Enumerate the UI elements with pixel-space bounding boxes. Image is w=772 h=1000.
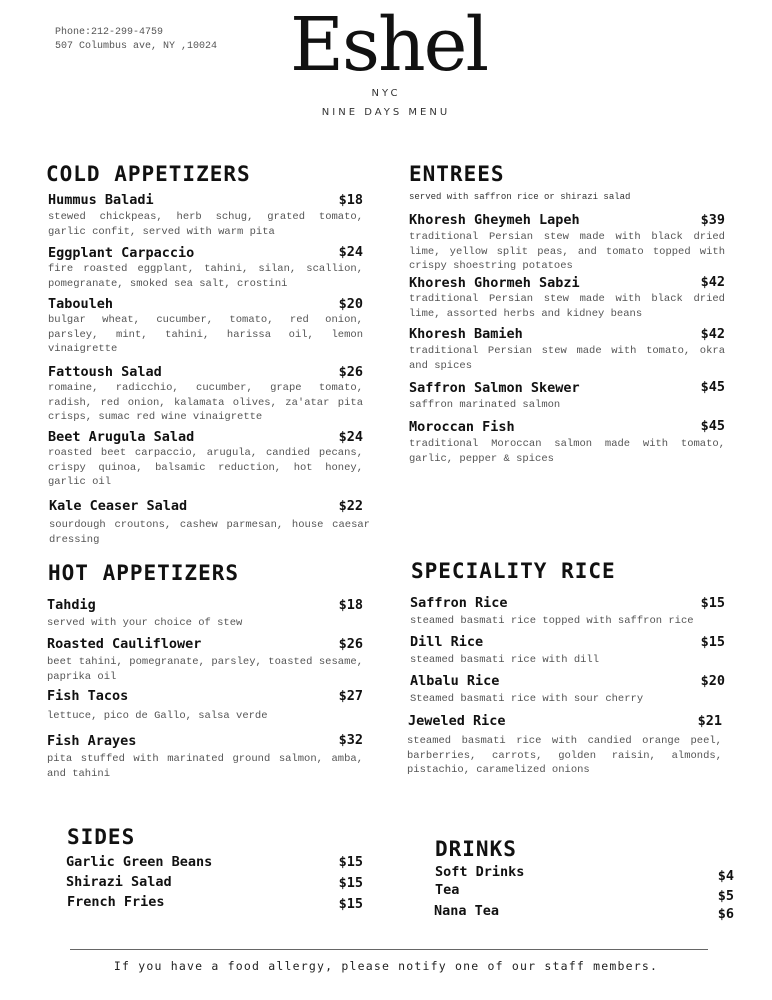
footer-divider bbox=[70, 949, 708, 950]
item-name: Fish Arayes bbox=[47, 733, 137, 749]
item-price: $24 bbox=[338, 429, 363, 445]
item-description: steamed basmati rice with candied orange peel, barberries, carrots, golden raisin, almonds, pistachio, caramelized onions bbox=[407, 735, 722, 777]
item-description: traditional Persian stew made with tomato, okra and spices bbox=[409, 345, 725, 372]
item-price: $18 bbox=[338, 192, 363, 208]
item-name: Beet Arugula Salad bbox=[48, 429, 195, 445]
item-description: steamed basmati rice topped with saffron rice bbox=[410, 615, 694, 627]
item-price: $18 bbox=[338, 597, 363, 613]
item-description: Steamed basmati rice with sour cherry bbox=[410, 693, 644, 705]
item-description: pita stuffed with marinated ground salmon, amba, and tahini bbox=[47, 753, 363, 780]
item-price: $21 bbox=[697, 713, 722, 729]
item-name: Khoresh Bamieh bbox=[409, 326, 523, 342]
item-price: $24 bbox=[338, 244, 363, 260]
item-price: $32 bbox=[338, 732, 363, 748]
item-price: $45 bbox=[700, 418, 725, 434]
phone-number: Phone:212-299-4759 bbox=[55, 27, 164, 38]
item-price: $42 bbox=[700, 274, 725, 290]
item-price: $26 bbox=[338, 636, 363, 652]
item-name: Khoresh Gheymeh Lapeh bbox=[409, 212, 580, 228]
section-title-entrees: ENTREES bbox=[409, 162, 505, 186]
city-label: NYC bbox=[371, 88, 401, 99]
allergy-notice: If you have a food allergy, please notify one of our staff members. bbox=[113, 959, 659, 973]
item-name: Dill Rice bbox=[410, 634, 484, 650]
item-description: traditional Moroccan salmon made with tomato, garlic, pepper & spices bbox=[409, 438, 725, 465]
item-price: $42 bbox=[700, 326, 725, 342]
item-name: Jeweled Rice bbox=[408, 713, 506, 729]
item-price: $6 bbox=[717, 906, 734, 922]
item-price: $26 bbox=[338, 364, 363, 380]
item-description: served with your choice of stew bbox=[47, 617, 243, 629]
item-description: saffron marinated salmon bbox=[409, 399, 561, 411]
item-name: Tabouleh bbox=[48, 296, 114, 312]
item-name: Fattoush Salad bbox=[48, 364, 162, 380]
section-title-drinks: DRINKS bbox=[435, 837, 517, 861]
section-title-sides: SIDES bbox=[67, 825, 136, 849]
entrees-note: served with saffron rice or shirazi salad bbox=[409, 192, 631, 202]
item-price: $39 bbox=[700, 212, 725, 228]
menu-title: NINE DAYS MENU bbox=[321, 107, 451, 118]
item-description: traditional Persian stew made with black dried lime, yellow split peas, and tomato topped with crispy shoestring potatoes bbox=[409, 231, 725, 273]
item-price: $4 bbox=[717, 868, 734, 884]
item-name: Hummus Baladi bbox=[48, 192, 154, 208]
item-name: Albalu Rice bbox=[410, 673, 500, 689]
address: 507 Columbus ave, NY ,10024 bbox=[55, 41, 218, 52]
item-price: $5 bbox=[717, 888, 734, 904]
section-title-speciality-rice: SPECIALITY RICE bbox=[411, 559, 616, 583]
item-description: stewed chickpeas, herb schug, grated tomato, garlic confit, served with warm pita bbox=[48, 211, 363, 238]
item-name: Roasted Cauliflower bbox=[47, 636, 202, 652]
item-description: traditional Persian stew made with black dried lime, assorted herbs and kidney beans bbox=[409, 293, 725, 320]
item-name: Nana Tea bbox=[434, 903, 500, 919]
item-name: Tahdig bbox=[47, 597, 96, 613]
item-name: Saffron Rice bbox=[410, 595, 508, 611]
item-price: $15 bbox=[338, 896, 363, 912]
item-description: romaine, radicchio, cucumber, grape tomato, radish, red onion, kalamata olives, za'atar pita crisps, sumac red wine vinaigrette bbox=[48, 382, 363, 424]
section-title-cold-appetizers: COLD APPETIZERS bbox=[46, 162, 251, 186]
item-price: $45 bbox=[700, 379, 725, 395]
item-name: Shirazi Salad bbox=[66, 874, 172, 890]
item-name: Kale Ceaser Salad bbox=[49, 498, 188, 514]
item-price: $15 bbox=[700, 595, 725, 611]
item-name: Eggplant Carpaccio bbox=[48, 245, 195, 261]
item-name: Fish Tacos bbox=[47, 688, 129, 704]
item-price: $27 bbox=[338, 688, 363, 704]
item-name: Moroccan Fish bbox=[409, 419, 515, 435]
item-name: Tea bbox=[435, 882, 460, 898]
item-description: fire roasted eggplant, tahini, silan, scallion, pomegranate, smoked sea salt, crostini bbox=[48, 263, 363, 290]
item-description: beet tahini, pomegranate, parsley, toasted sesame, paprika oil bbox=[47, 656, 363, 683]
restaurant-logo: Eshel bbox=[290, 2, 488, 88]
item-name: Khoresh Ghormeh Sabzi bbox=[409, 275, 580, 291]
contact-info bbox=[55, 26, 217, 54]
item-description: bulgar wheat, cucumber, tomato, red onion, parsley, mint, tahini, harissa oil, lemon vinaigrette bbox=[48, 314, 363, 356]
item-description: steamed basmati rice with dill bbox=[410, 654, 600, 666]
item-price: $15 bbox=[338, 875, 363, 891]
item-name: Garlic Green Beans bbox=[66, 854, 213, 870]
item-price: $20 bbox=[338, 296, 363, 312]
item-name: Saffron Salmon Skewer bbox=[409, 380, 580, 396]
item-price: $22 bbox=[338, 498, 363, 514]
item-description: roasted beet carpaccio, arugula, candied pecans, crispy quinoa, balsamic reduction, hot honey, garlic oil bbox=[48, 447, 363, 489]
item-description: sourdough croutons, cashew parmesan, house caesar dressing bbox=[49, 519, 370, 546]
section-title-hot-appetizers: HOT APPETIZERS bbox=[48, 561, 240, 585]
item-price: $15 bbox=[338, 854, 363, 870]
item-price: $20 bbox=[700, 673, 725, 689]
item-description: lettuce, pico de Gallo, salsa verde bbox=[47, 710, 268, 722]
item-price: $15 bbox=[700, 634, 725, 650]
item-name: French Fries bbox=[67, 894, 165, 910]
item-name: Soft Drinks bbox=[435, 864, 525, 880]
